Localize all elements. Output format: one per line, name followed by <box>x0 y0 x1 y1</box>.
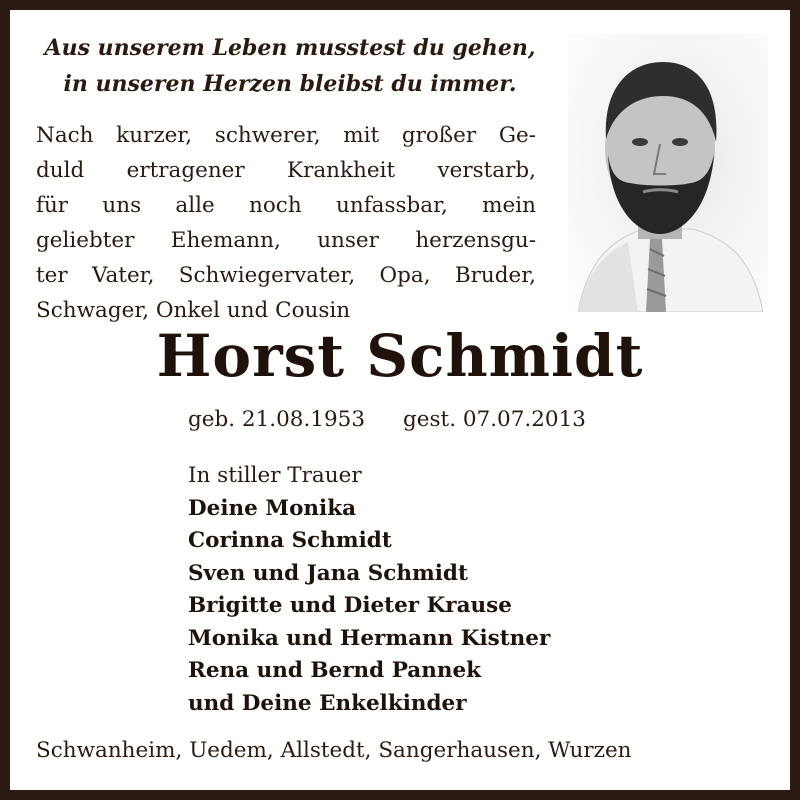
quote-line-1: Aus unserem Leben musstest du gehen, <box>44 35 536 61</box>
mourner-name: Brigitte und Dieter Krause <box>188 593 512 618</box>
intro-line: geliebter Ehemann, unser herzensgu- <box>36 228 536 253</box>
mourner-name: und Deine Enkelkinder <box>188 690 467 716</box>
mourner-name: Sven und Jana Schmidt <box>188 560 468 586</box>
intro-line: Schwager, Onkel und Cousin <box>36 298 351 323</box>
mourner-name: Monika und Hermann Kistner <box>188 625 551 651</box>
mourners-list <box>188 460 688 720</box>
intro-line: Nach kurzer, schwerer, mit großer Ge- <box>36 123 536 148</box>
mourning-heading: In stiller Trauer <box>188 463 362 488</box>
life-dates <box>188 404 648 436</box>
intro-text <box>36 118 536 328</box>
places-line: Schwanheim, Uedem, Allstedt, Sangerhausen, Wurzen <box>36 738 632 763</box>
death-date: gest. 07.07.2013 <box>403 407 586 432</box>
mourner-name: Corinna Schmidt <box>188 528 392 553</box>
deceased-name: Horst Schmidt <box>156 322 644 390</box>
mourner-name: Deine Monika <box>188 495 357 521</box>
memorial-quote <box>30 30 550 102</box>
intro-line: ter Vater, Schwiegervater, Opa, Bruder, <box>36 263 536 288</box>
portrait-illustration <box>568 34 768 312</box>
birth-date: geb. 21.08.1953 <box>188 407 366 432</box>
mourner-name: Rena und Bernd Pannek <box>188 658 482 683</box>
portrait-photo <box>568 34 768 312</box>
intro-line: duld ertragener Krankheit verstarb, <box>36 158 536 183</box>
intro-line: für uns alle noch unfassbar, mein <box>36 193 536 218</box>
quote-line-2: in unseren Herzen bleibst du immer. <box>63 71 517 97</box>
